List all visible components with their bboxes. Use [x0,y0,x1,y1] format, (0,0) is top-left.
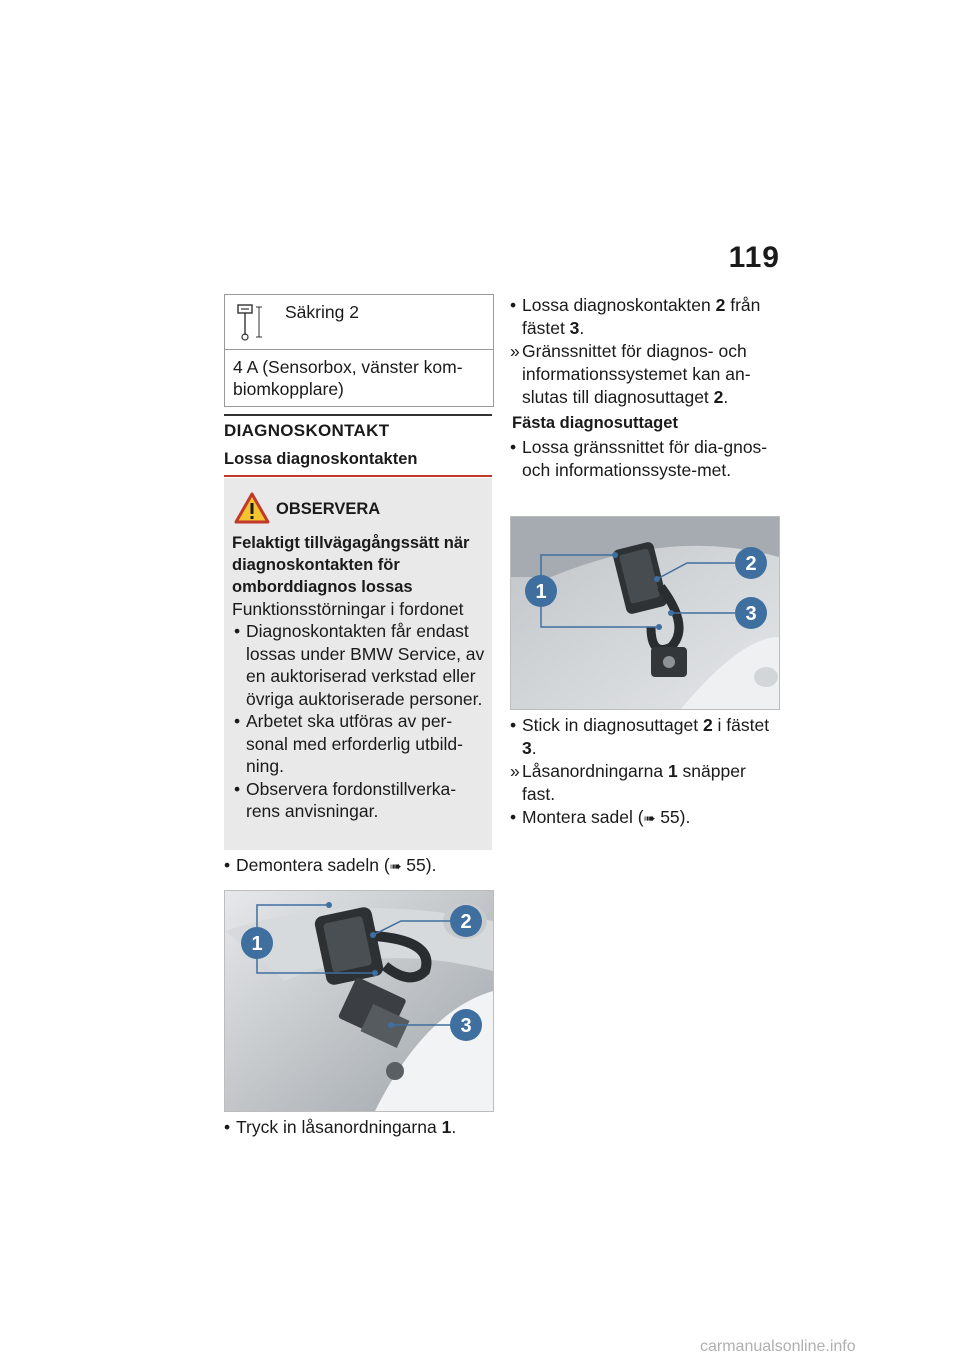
warning-triangle-icon [234,492,270,524]
section-divider [224,414,492,416]
callout-3 [450,1009,482,1041]
diagnostic-connector-figure-1 [224,890,494,1112]
callout-1 [241,927,273,959]
warning-body: Funktionsstörningar i fordonet [232,599,464,619]
warning-title: OBSERVERA [276,500,381,518]
right-step-list-1 [510,294,778,409]
figure-illustration [225,891,493,1111]
fuse-table [224,294,494,407]
callout-number: 2 [460,911,472,933]
step-install-seat: • Montera sadel (➠ 55). [510,806,778,830]
section-title: DIAGNOSKONTAKT [224,421,390,440]
right-step-list-2 [510,436,778,482]
section-subtitle: Lossa diagnoskontakten [224,450,418,468]
diagnostic-connector-figure-2 [510,516,780,710]
warning-item: • Observera fordonstillverka-rens anvisningar. [232,778,488,823]
callout-number: 1 [251,933,263,955]
fuse-icon [235,303,263,343]
right-step-list-3 [510,714,778,830]
step-insert-socket: • Stick in diagnosuttaget 2 i fästet 3. [510,714,778,760]
callout-number: 2 [745,553,757,575]
warning-list [232,620,488,823]
callout-number: 3 [745,603,757,625]
result-locks-snap: » Låsanordningarna 1 snäpper fast. [510,760,778,806]
page-ref-arrow-icon[interactable]: ➠ [389,858,402,874]
callout-number: 3 [460,1015,472,1037]
fuse-label: Säkring 2 [285,302,359,322]
fuse-row-header [225,295,493,350]
warning-item: • Arbetet ska utföras av per-sonal med erforderlig utbild-ning. [232,710,488,778]
callout-2 [450,905,482,937]
step-release-interface: • Lossa gränssnittet för dia-gnos- och informationssyste-met. [510,436,778,482]
fuse-description: 4 A (Sensorbox, vänster kom-biomkopplare) [233,357,463,399]
subsection-title: Fästa diagnosuttaget [512,414,678,432]
figure-illustration [511,517,779,709]
callout-2 [735,547,767,579]
warning-box [224,478,492,850]
left-step-list-1 [224,854,492,878]
callout-1 [525,575,557,607]
step-remove-seat: • Demontera sadeln (➠ 55). [224,854,492,878]
callout-3 [735,597,767,629]
step-release-connector: • Lossa diagnoskontakten 2 från fästet 3. [510,294,778,340]
callout-number: 1 [535,581,547,603]
warning-item: • Diagnoskontakten får endast lossas under BMW Service, av en auktoriserad verkstad eller övriga auktoriserade personer. [232,620,488,710]
page-number: 119 [728,241,780,274]
warning-divider [224,475,492,477]
left-step-list-2 [224,1116,492,1139]
warning-content [232,532,488,823]
result-interface-connect: » Gränssnittet för diagnos- och informationssystemet kan an-slutas till diagnosuttaget 2. [510,340,778,409]
page-ref-arrow-icon[interactable]: ➠ [643,810,656,826]
warning-heading: Felaktigt tillvägagångssätt när diagnoskontakten för omborddiagnos lossas [232,534,470,596]
step-press-locks: • Tryck in låsanordningarna 1. [224,1116,492,1139]
watermark: carmanualsonline.info [700,1338,856,1355]
